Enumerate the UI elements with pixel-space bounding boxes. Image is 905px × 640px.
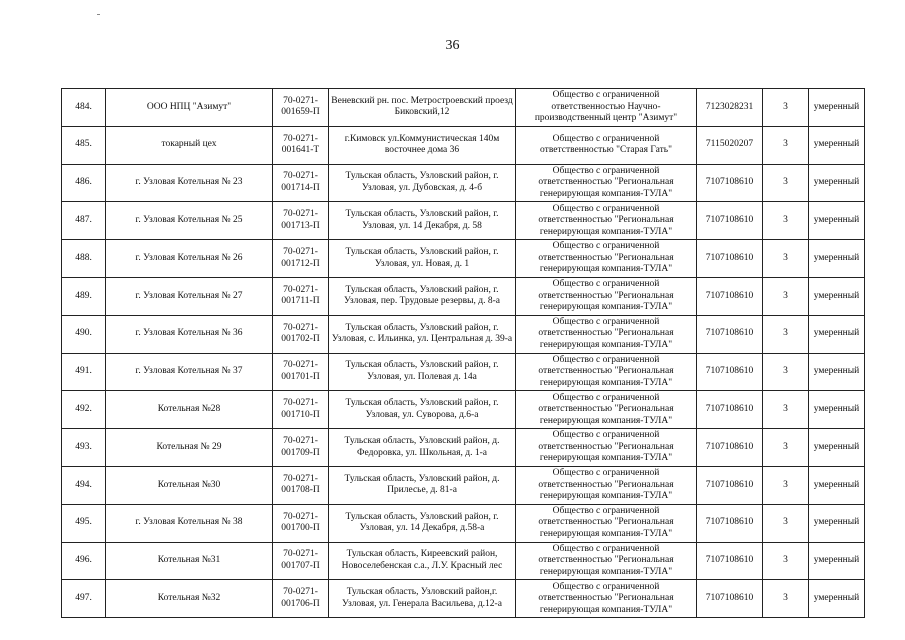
object-name: Котельная №32 (106, 580, 273, 618)
object-code: 70-0271-001708-П (273, 466, 329, 504)
object-name: г. Узловая Котельная № 27 (106, 277, 273, 315)
operator-name: Общество с ограниченной ответственностью "Региональная генерирующая компания-ТУЛА" (516, 315, 697, 353)
object-name: г. Узловая Котельная № 25 (106, 202, 273, 240)
risk-category: умеренный (809, 353, 865, 391)
operator-inn: 7115020207 (697, 126, 763, 164)
table-row (62, 89, 865, 127)
object-code: 70-0271-001709-П (273, 429, 329, 467)
risk-category: умеренный (809, 542, 865, 580)
operator-inn: 7107108610 (697, 542, 763, 580)
table-row (62, 164, 865, 202)
object-name: Котельная №30 (106, 466, 273, 504)
object-code: 70-0271-001712-П (273, 240, 329, 278)
object-address: Тульская область, Узловский район, г. Узловая, пер. Трудовые резервы, д. 8-а (329, 277, 516, 315)
hazard-class: 3 (763, 429, 809, 467)
operator-inn: 7107108610 (697, 240, 763, 278)
object-code: 70-0271-001711-П (273, 277, 329, 315)
risk-category: умеренный (809, 429, 865, 467)
object-address: Тульская область, Узловский район, г. Узловая, ул. 14 Декабря, д. 58 (329, 202, 516, 240)
row-number: 493. (62, 429, 106, 467)
object-name: токарный цех (106, 126, 273, 164)
row-number: 490. (62, 315, 106, 353)
object-address: Тульская область, Узловский район, г. Узловая, ул. Дубовская, д. 4-б (329, 164, 516, 202)
hazard-class: 3 (763, 580, 809, 618)
scan-speck (97, 14, 100, 15)
object-name: Котельная №31 (106, 542, 273, 580)
row-number: 486. (62, 164, 106, 202)
object-address: Тульская область, Узловский район, д. Прилесье, д. 81-а (329, 466, 516, 504)
registry-table (61, 88, 865, 618)
object-address: Тульская область, Узловский район, г. Узловая, ул. Новая, д. 1 (329, 240, 516, 278)
table-row (62, 391, 865, 429)
object-code: 70-0271-001714-П (273, 164, 329, 202)
operator-name: Общество с ограниченной ответственностью Научно-производственный центр "Азимут" (516, 89, 697, 127)
operator-inn: 7107108610 (697, 277, 763, 315)
row-number: 495. (62, 504, 106, 542)
object-name: г. Узловая Котельная № 36 (106, 315, 273, 353)
risk-category: умеренный (809, 466, 865, 504)
table-row (62, 429, 865, 467)
row-number: 496. (62, 542, 106, 580)
operator-name: Общество с ограниченной ответственностью "Региональная генерирующая компания-ТУЛА" (516, 580, 697, 618)
object-address: Тульская область, Узловский район, д. Федоровка, ул. Школьная, д. 1-а (329, 429, 516, 467)
operator-name: Общество с ограниченной ответственностью "Региональная генерирующая компания-ТУЛА" (516, 429, 697, 467)
risk-category: умеренный (809, 277, 865, 315)
operator-inn: 7107108610 (697, 429, 763, 467)
object-code: 70-0271-001641-Т (273, 126, 329, 164)
operator-name: Общество с ограниченной ответственностью "Старая Гать" (516, 126, 697, 164)
table-row (62, 353, 865, 391)
object-address: Тульская область, Узловский район,г. Узловая, ул. Генерала Васильева, д.12-а (329, 580, 516, 618)
operator-inn: 7107108610 (697, 315, 763, 353)
hazard-class: 3 (763, 542, 809, 580)
hazard-class: 3 (763, 277, 809, 315)
row-number: 492. (62, 391, 106, 429)
operator-inn: 7107108610 (697, 391, 763, 429)
object-name: г. Узловая Котельная № 23 (106, 164, 273, 202)
risk-category: умеренный (809, 580, 865, 618)
risk-category: умеренный (809, 202, 865, 240)
object-name: г. Узловая Котельная № 26 (106, 240, 273, 278)
table-row (62, 126, 865, 164)
object-address: Тульская область, Узловский район, г. Узловая, с. Ильинка, ул. Центральная д. 39-а (329, 315, 516, 353)
operator-inn: 7107108610 (697, 164, 763, 202)
risk-category: умеренный (809, 164, 865, 202)
table-row (62, 580, 865, 618)
operator-name: Общество с ограниченной ответственностью "Региональная генерирующая компания-ТУЛА" (516, 277, 697, 315)
operator-name: Общество с ограниченной ответственностью "Региональная генерирующая компания-ТУЛА" (516, 240, 697, 278)
table-row (62, 466, 865, 504)
risk-category: умеренный (809, 391, 865, 429)
operator-name: Общество с ограниченной ответственностью "Региональная генерирующая компания-ТУЛА" (516, 353, 697, 391)
object-address: Веневский рн. пос. Метростроевский проезд Биковский,12 (329, 89, 516, 127)
risk-category: умеренный (809, 126, 865, 164)
object-address: Тульская область, Узловский район, г. Узловая, ул. Полевая д. 14а (329, 353, 516, 391)
operator-name: Общество с ограниченной ответственностью "Региональная генерирующая компания-ТУЛА" (516, 164, 697, 202)
risk-category: умеренный (809, 315, 865, 353)
object-address: Тульская область, Узловский район, г. Узловая, ул. Суворова, д.6-а (329, 391, 516, 429)
hazard-class: 3 (763, 202, 809, 240)
hazard-class: 3 (763, 315, 809, 353)
row-number: 484. (62, 89, 106, 127)
operator-name: Общество с ограниченной ответственностью "Региональная генерирующая компания-ТУЛА" (516, 391, 697, 429)
registry-body (62, 89, 865, 618)
row-number: 487. (62, 202, 106, 240)
row-number: 489. (62, 277, 106, 315)
row-number: 488. (62, 240, 106, 278)
object-name: г. Узловая Котельная № 38 (106, 504, 273, 542)
table-row (62, 202, 865, 240)
object-code: 70-0271-001659-П (273, 89, 329, 127)
page-number: 36 (445, 38, 460, 53)
row-number: 494. (62, 466, 106, 504)
hazard-class: 3 (763, 89, 809, 127)
hazard-class: 3 (763, 466, 809, 504)
operator-inn: 7123028231 (697, 89, 763, 127)
object-code: 70-0271-001706-П (273, 580, 329, 618)
object-code: 70-0271-001701-П (273, 353, 329, 391)
operator-inn: 7107108610 (697, 466, 763, 504)
operator-inn: 7107108610 (697, 353, 763, 391)
object-code: 70-0271-001702-П (273, 315, 329, 353)
table-row (62, 504, 865, 542)
operator-name: Общество с ограниченной ответственностью "Региональная генерирующая компания-ТУЛА" (516, 202, 697, 240)
object-address: г.Кимовск ул.Коммунистическая 140м восточнее дома 36 (329, 126, 516, 164)
risk-category: умеренный (809, 240, 865, 278)
table-row (62, 240, 865, 278)
risk-category: умеренный (809, 504, 865, 542)
hazard-class: 3 (763, 391, 809, 429)
operator-name: Общество с ограниченной ответственностью "Региональная генерирующая компания-ТУЛА" (516, 504, 697, 542)
row-number: 485. (62, 126, 106, 164)
operator-inn: 7107108610 (697, 580, 763, 618)
operator-inn: 7107108610 (697, 504, 763, 542)
object-code: 70-0271-001713-П (273, 202, 329, 240)
object-code: 70-0271-001707-П (273, 542, 329, 580)
object-name: Котельная №28 (106, 391, 273, 429)
table-row (62, 542, 865, 580)
object-code: 70-0271-001710-П (273, 391, 329, 429)
table-row (62, 277, 865, 315)
hazard-class: 3 (763, 164, 809, 202)
row-number: 497. (62, 580, 106, 618)
object-name: Котельная № 29 (106, 429, 273, 467)
hazard-class: 3 (763, 126, 809, 164)
hazard-class: 3 (763, 240, 809, 278)
hazard-class: 3 (763, 353, 809, 391)
object-address: Тульская область, Узловский район, г. Узловая, ул. 14 Декабря, д.58-а (329, 504, 516, 542)
object-code: 70-0271-001700-П (273, 504, 329, 542)
row-number: 491. (62, 353, 106, 391)
hazard-class: 3 (763, 504, 809, 542)
operator-name: Общество с ограниченной ответственностью "Региональная генерирующая компания-ТУЛА" (516, 542, 697, 580)
risk-category: умеренный (809, 89, 865, 127)
object-address: Тульская область, Киреевский район, Новоселебенская с.а., Л.У. Красный лес (329, 542, 516, 580)
table-row (62, 315, 865, 353)
object-name: ООО НПЦ "Азимут" (106, 89, 273, 127)
operator-inn: 7107108610 (697, 202, 763, 240)
object-name: г. Узловая Котельная № 37 (106, 353, 273, 391)
operator-name: Общество с ограниченной ответственностью "Региональная генерирующая компания-ТУЛА" (516, 466, 697, 504)
